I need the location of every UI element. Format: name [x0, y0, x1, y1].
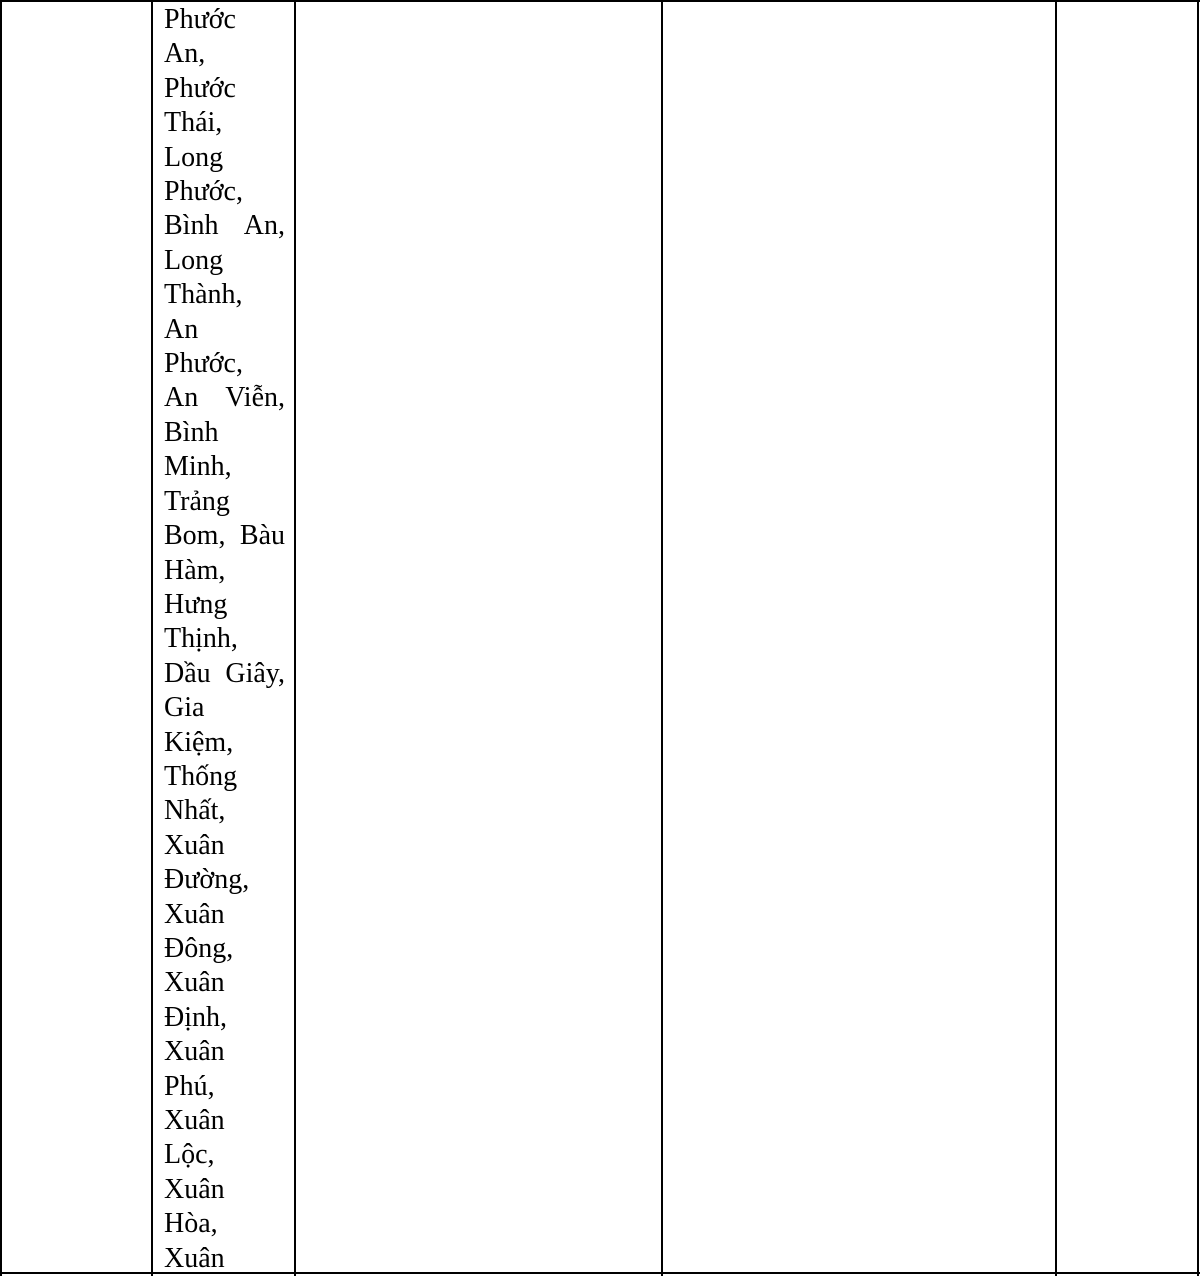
table-border-right	[1197, 2, 1199, 1276]
commune-line: Thống	[164, 760, 238, 792]
commune-line: Kiệm,	[164, 726, 234, 758]
commune-line: An,	[164, 38, 206, 70]
commune-line: Hưng	[164, 588, 228, 620]
commune-line: Định,	[164, 1001, 227, 1033]
commune-line: Minh,	[164, 451, 232, 483]
commune-line: Xuân	[164, 967, 225, 999]
table-column-divider	[1055, 2, 1057, 1276]
commune-line: Trảng	[164, 485, 230, 517]
commune-line: Phú,	[164, 1070, 215, 1102]
commune-line: An Viễn,	[164, 382, 285, 414]
commune-line: Nhất,	[164, 795, 226, 827]
commune-line: Phước,	[164, 176, 243, 208]
commune-line: Xuân	[164, 1173, 225, 1205]
commune-line: Thành,	[164, 279, 243, 311]
table-border-left	[0, 2, 2, 1276]
commune-line: Phước	[164, 4, 236, 35]
commune-line: Xuân	[164, 898, 225, 930]
commune-line: Long	[164, 141, 224, 173]
commune-line: Lộc,	[164, 1139, 215, 1171]
table-column-divider	[661, 2, 663, 1276]
commune-line: Hàm,	[164, 554, 226, 586]
commune-line: Hòa,	[164, 1208, 218, 1240]
commune-line: Thịnh,	[164, 623, 238, 655]
commune-line: Xuân	[164, 829, 225, 861]
commune-line: Bình An,	[164, 210, 285, 242]
commune-list-cell	[164, 3, 285, 1276]
commune-line: Gia	[164, 692, 205, 724]
commune-line: Phước	[164, 72, 236, 104]
commune-line: Đường,	[164, 864, 250, 896]
commune-line: Dầu Giây,	[164, 657, 285, 689]
commune-line: Đông,	[164, 932, 234, 964]
commune-line: Bom, Bàu	[164, 520, 285, 552]
commune-line: Xuân	[164, 1036, 225, 1068]
table-column-divider	[151, 2, 153, 1276]
commune-line: Phước,	[164, 348, 243, 380]
commune-line: An	[164, 313, 199, 345]
commune-line: Long	[164, 244, 224, 276]
commune-line: Xuân	[164, 1242, 225, 1274]
table-column-divider	[294, 2, 296, 1276]
commune-line: Thái,	[164, 107, 223, 139]
commune-line: Xuân	[164, 1105, 225, 1136]
commune-line: Bình	[164, 416, 219, 448]
